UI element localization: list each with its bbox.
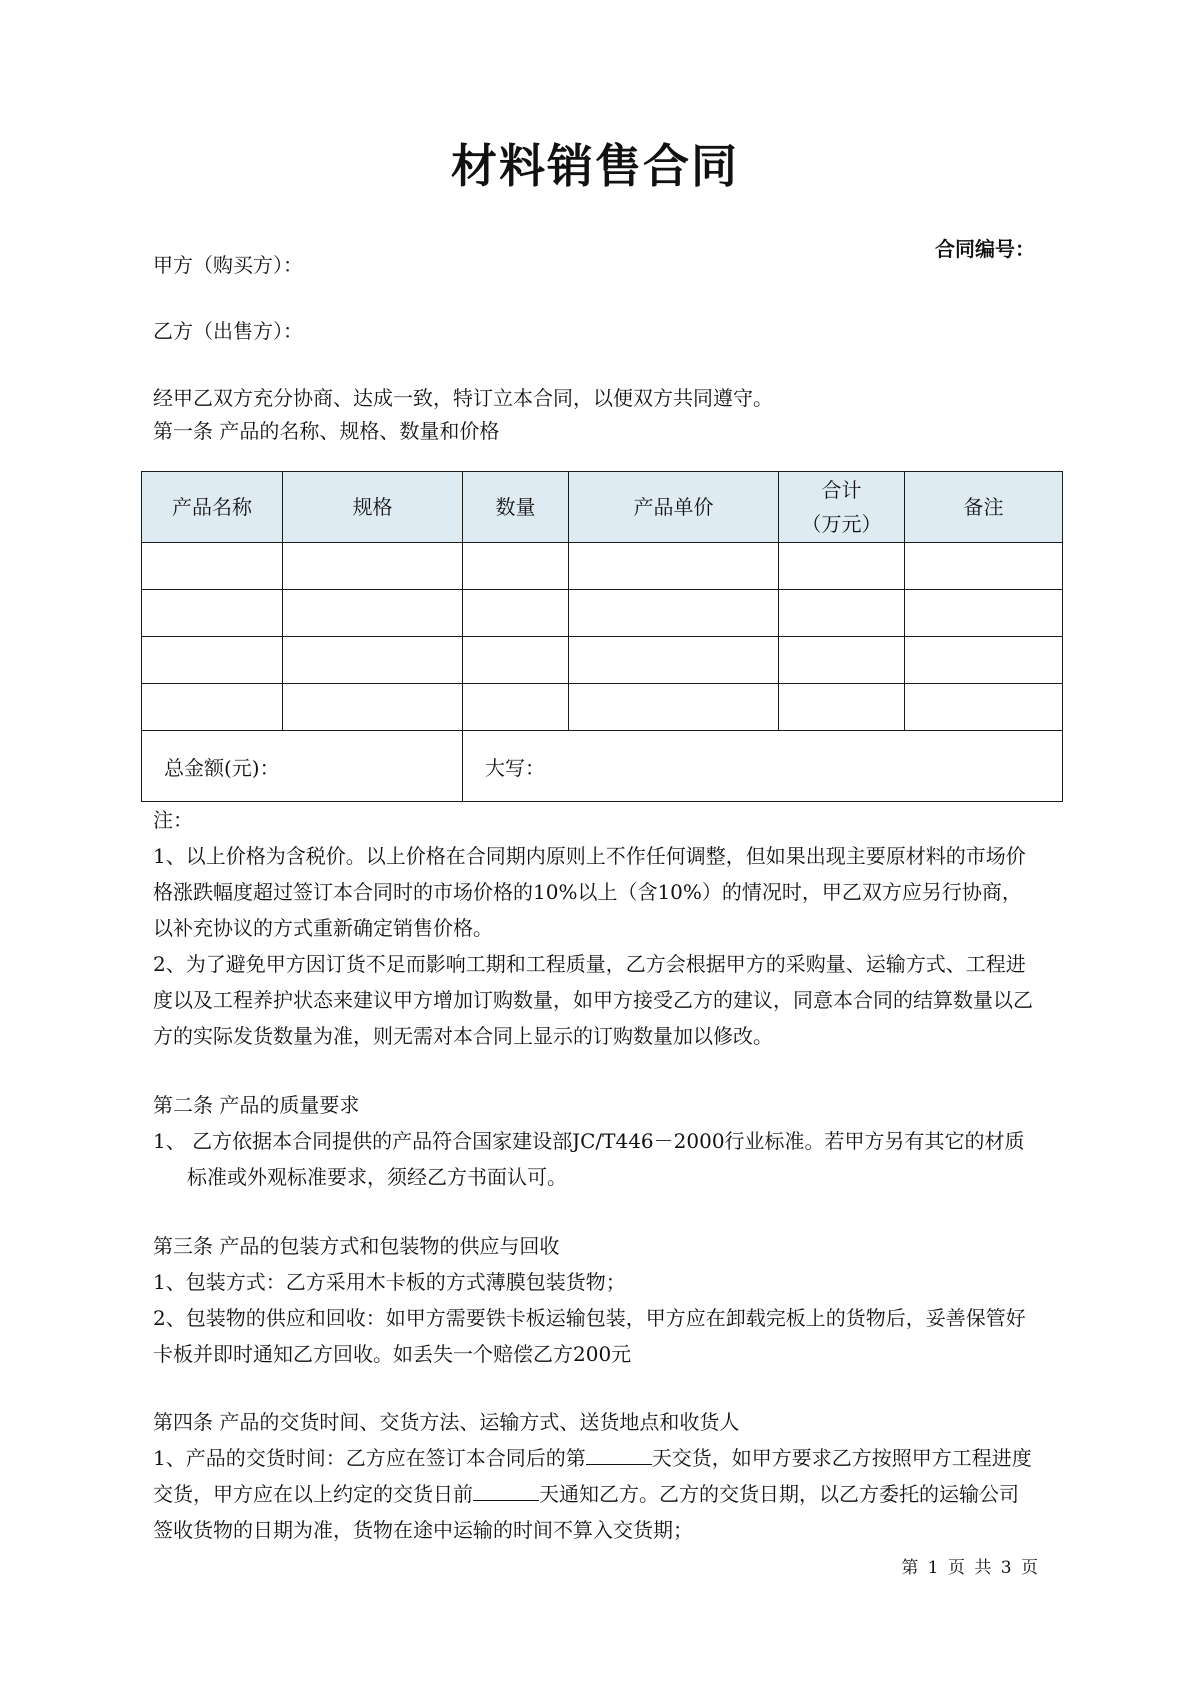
article3-item-2: 2、包装物的供应和回收：如甲方需要铁卡板运输包装，甲方应在卸载完板上的货物后，妥善保管好卡板并即时通知乙方回收。如丢失一个赔偿乙方200元: [153, 1306, 1026, 1366]
table-total-row: [142, 731, 1063, 802]
notice-days-blank[interactable]: [473, 1480, 539, 1501]
article3-item-1: 1、包装方式：乙方采用木卡板的方式薄膜包装货物；: [153, 1270, 626, 1294]
table-row: [142, 543, 1063, 590]
note-1: 1、以上价格为含税价。以上价格在合同期内原则上不作任何调整，但如果出现主要原材料的市场价格涨跌幅度超过签订本合同时的市场价格的10%以上（含10%）的情况时，甲乙双方应另行协商，以补充协议的方式重新确定销售价格。: [153, 844, 1026, 940]
article3-heading: 第三条 产品的包装方式和包装物的供应与回收: [153, 1234, 560, 1258]
article4-heading: 第四条 产品的交货时间、交货方法、运输方式、送货地点和收货人: [153, 1410, 740, 1434]
header-total-line2: （万元）: [801, 512, 882, 536]
header-product-name: 产品名称: [142, 472, 283, 543]
header-spec: 规格: [283, 472, 463, 543]
party-a-label: 甲方（购买方）：: [153, 253, 303, 277]
notes-label: 注：: [153, 808, 193, 832]
note-2: 2、为了避免甲方因订货不足而影响工期和工程质量，乙方会根据甲方的采购量、运输方式、工程进度以及工程养护状态来建议甲方增加订购数量，如甲方接受乙方的建议，同意本合同的结算数量以乙方的实际发货数量为准，则无需对本合同上显示的订购数量加以修改。: [153, 952, 1033, 1048]
notes-section: [153, 802, 1038, 1054]
intro-text: 经甲乙双方充分协商、达成一致，特订立本合同，以便双方共同遵守。: [153, 386, 773, 410]
table-row: [142, 590, 1063, 637]
article2-item-1: 1、 乙方依据本合同提供的产品符合国家建设部JC/T446－2000行业标准。若甲方另有其它的材质标准或外观标准要求，须经乙方书面认可。: [153, 1129, 1025, 1189]
article3-section: [153, 1228, 1038, 1372]
article4-item-1-part-b: 天交货，如甲方要求乙方按照甲方工程进度交货，甲方应在以上约定的交货日前: [153, 1446, 1032, 1506]
table-row: [142, 684, 1063, 731]
article2-section: [153, 1087, 1038, 1195]
article2-heading: 第二条 产品的质量要求: [153, 1093, 360, 1117]
article4-item-1-part-a: 1、产品的交货时间：乙方应在签订本合同后的第: [153, 1446, 586, 1470]
party-b-label: 乙方（出售方）：: [153, 319, 303, 343]
article1-heading: 第一条 产品的名称、规格、数量和价格: [153, 419, 500, 443]
contract-number-label: 合同编号：: [935, 237, 1035, 261]
article4-section: [153, 1404, 1038, 1548]
header-total-line1: 合计: [821, 478, 862, 502]
header-remarks: 备注: [905, 472, 1063, 543]
article4-item-1: [153, 1440, 1038, 1548]
table-header-row: [142, 472, 1063, 543]
page-footer: 第 1 页 共 3 页: [901, 1558, 1040, 1578]
header-unit-price: 产品单价: [569, 472, 779, 543]
delivery-days-blank[interactable]: [586, 1444, 652, 1465]
header-quantity: 数量: [463, 472, 569, 543]
total-amount-label: 总金额(元)：: [142, 731, 463, 802]
article4-item-1-part-c: 天通知乙方。乙方的交货日期，以乙方委托的运输公司签收货物的日期为准，货物在途中运输的时间不算入交货期；: [153, 1482, 1019, 1542]
header-total: [779, 472, 905, 543]
amount-in-words-label: 大写：: [463, 731, 1063, 802]
product-table: [141, 471, 1063, 802]
document-title: 材料销售合同: [451, 139, 739, 193]
table-row: [142, 637, 1063, 684]
